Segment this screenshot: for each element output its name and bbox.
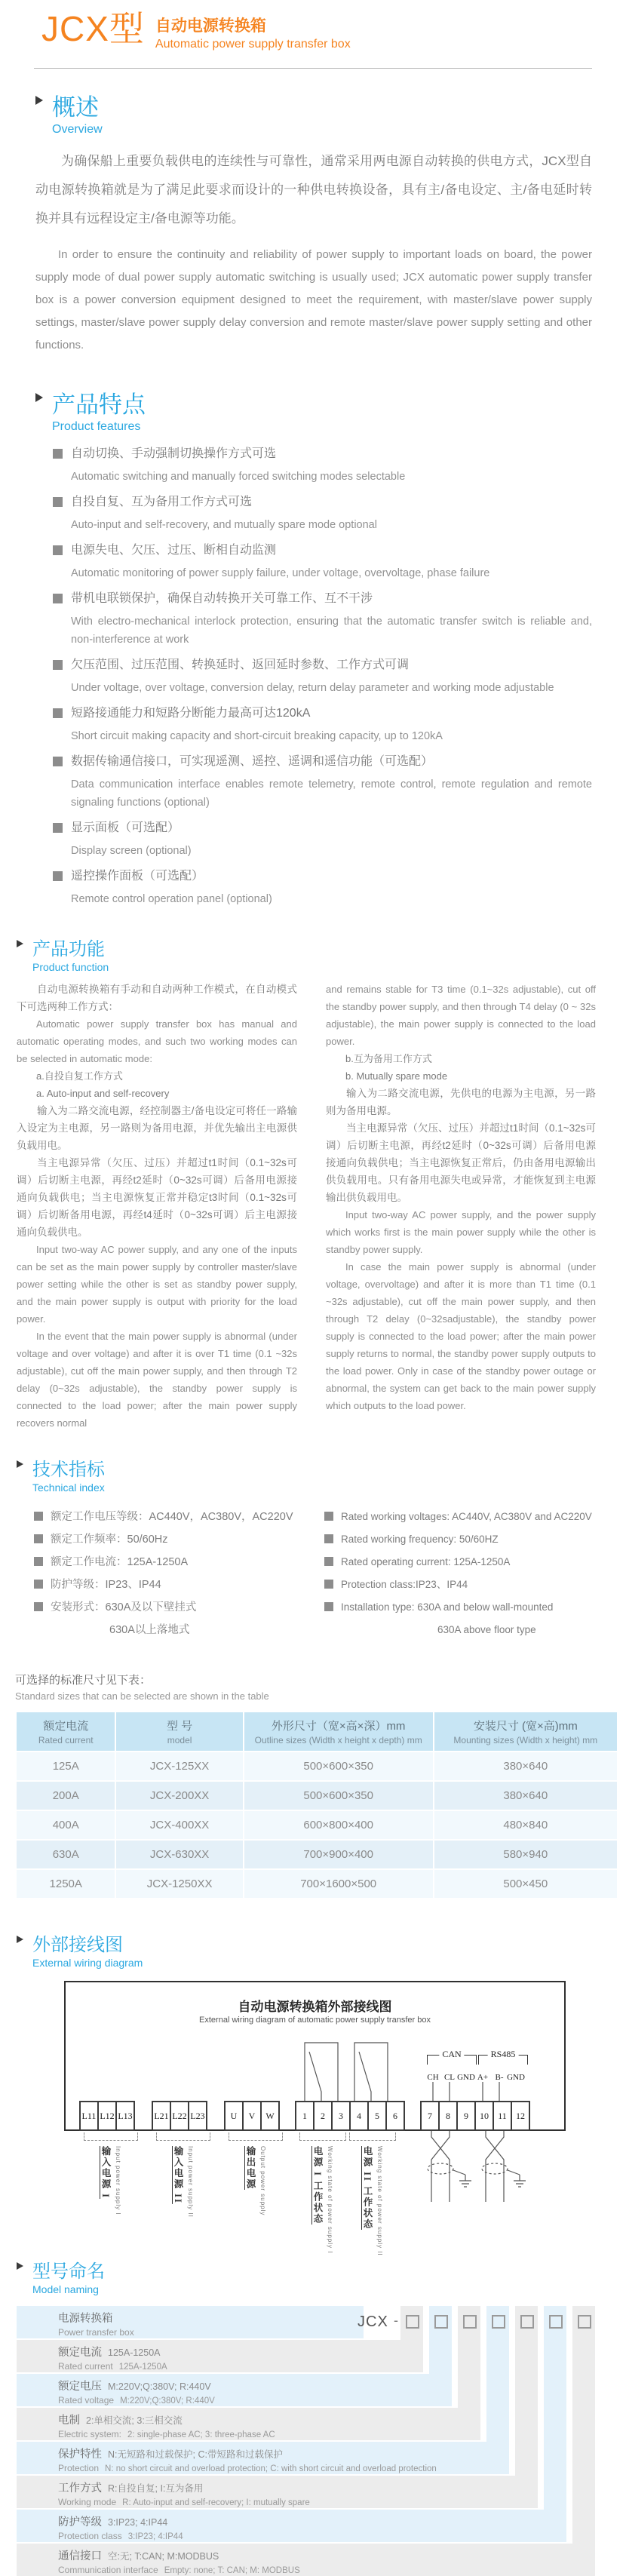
terminal-cell: W — [260, 2101, 280, 2131]
table-row — [17, 1782, 617, 1810]
rs485-bus-bracket — [478, 2049, 528, 2065]
function-paragraph: 当主电源异常（欠压、过压）并超过t1时间（0.1~32s可调）后切断主电源，再经t2延时（0~32s可调）后备用电源接通向负载供电；当主电源恢复正常后，仍由备用电源输出供负载用电。只有备用电源失电或异常，才能恢复到主电源输出供负载用电。 — [326, 1122, 596, 1203]
table-cell: JCX-200XX — [116, 1782, 242, 1810]
function-paragraph: and remains stable for T3 time (0.1~32s adjustable), cut off the standby power supply, and then through T4 delay (0 ~ 32s adjustable), the main power supply is connected to the load power. — [326, 984, 596, 1047]
table-cell: 600×800×400 — [244, 1811, 433, 1839]
function-paragraph: 输入为二路交流电源，经控制器主/备电设定可将任一路输入设定为主电源，另一路则为备用电源，并优先输出主电源供负载用电。 — [17, 1105, 297, 1151]
feature-item-en: Short circuit making capacity and short-circuit breaking capacity, up to 120kA — [71, 730, 443, 742]
ladder-value-en: M:220V;Q:380V; R:440V — [120, 2396, 215, 2406]
ladder-value-en: 3:IP23; 4:IP44 — [127, 2532, 183, 2541]
group-label-input1 — [99, 2146, 121, 2215]
can-bus-label: CAN — [439, 2049, 464, 2060]
terminal-cell: 6 — [385, 2101, 405, 2131]
terminal-group-input1 — [81, 2101, 135, 2131]
ladder-label-en: Electric system: — [58, 2429, 122, 2439]
group-label-en: Working state of power supply I — [327, 2146, 333, 2254]
wiring-diagram-box — [64, 1981, 566, 2131]
ladder-label-cn: 防护等级 — [58, 2516, 102, 2528]
ladder-value-cn: 2:单相交流; 3:三相交流 — [86, 2415, 183, 2426]
feature-item-en: Under voltage, over voltage, conversion delay, return delay parameter and working mode adjustable — [71, 682, 554, 694]
ladder-value-en: Empty: none; T: CAN; M: MODBUS — [164, 2566, 300, 2575]
product-title-en: Automatic power supply transfer box — [155, 38, 351, 51]
sizes-intro-en: Standard sizes that can be selected are shown in the table — [15, 1690, 269, 1702]
ladder-row — [17, 2510, 566, 2542]
table-cell: 1250A — [17, 1870, 115, 1898]
features-title-cn: 产品特点 — [52, 391, 146, 418]
table-cell: 500×600×350 — [244, 1782, 433, 1810]
features-heading-text — [52, 385, 146, 434]
tech-column-left — [17, 1503, 305, 1638]
ladder-row — [17, 2340, 423, 2372]
feature-item-cn: 显示面板（可选配） — [53, 818, 592, 837]
function-paragraph: Input two-way AC power supply, and the power supply which works first is the main power supply while the other is standby power supply. — [326, 1209, 596, 1255]
terminal-cell: V — [242, 2101, 262, 2131]
feature-item-cn: 带机电联锁保护，确保自动转换开关可靠工作、互不干涉 — [53, 589, 592, 608]
table-cell: JCX-630XX — [116, 1841, 242, 1868]
triangle-marker-icon — [17, 940, 23, 947]
terminal-cell: 4 — [349, 2101, 369, 2131]
tech-columns — [17, 1503, 596, 1638]
table-row — [17, 1752, 617, 1780]
column-header — [434, 1712, 617, 1751]
feature-item-en: Data communication interface enables remote telemetry, remote control, remote regulation and remote signaling functions (optional) — [71, 778, 592, 809]
product-title-block — [155, 11, 351, 51]
ladder-label-en: Protection class — [58, 2531, 122, 2541]
comm-pin-label: GND — [457, 2073, 475, 2082]
table-cell: 630A — [17, 1841, 115, 1868]
ladder-label-cn: 额定电流 — [58, 2347, 102, 2359]
ladder-value-cn: 125A-1250A — [108, 2347, 161, 2358]
ladder-row — [17, 2374, 452, 2406]
table-cell: 200A — [17, 1782, 115, 1810]
function-heading — [17, 934, 596, 973]
section-features — [35, 385, 592, 908]
tech-spec: 630A以上落地式 — [109, 1624, 190, 1636]
naming-heading — [17, 2256, 611, 2295]
group-label-input2 — [171, 2146, 194, 2218]
terminal-cell: 8 — [438, 2101, 458, 2131]
terminal-cell: 10 — [474, 2101, 494, 2131]
group-label-en: Output power supply — [259, 2146, 266, 2216]
function-column-right — [326, 981, 596, 1432]
function-paragraph: In the event that the main power supply is abnormal (under voltage and over voltage) and after it is over T1 time (0.1 ~32s adjustable), cut off the main power supply, and then through T2 delay (0~32s adjustable), the standby power supply is connected to the load power; after the main power supply recovers normal — [17, 1331, 297, 1429]
terminal-cell: L11 — [79, 2101, 99, 2131]
function-paragraph: b. Mutually spare mode — [345, 1070, 448, 1082]
table-cell: 700×900×400 — [244, 1841, 433, 1868]
terminal-cell: U — [224, 2101, 244, 2131]
rs485-bus-label: RS485 — [488, 2049, 519, 2060]
section-naming — [17, 2256, 611, 2576]
terminal-cell: 11 — [493, 2101, 512, 2131]
ladder-value-en: R: Auto-input and self-recovery; I: mutually spare — [122, 2498, 310, 2507]
wiring-title-en: External wiring diagram — [32, 1957, 143, 1969]
feature-item-en: With electro-mechanical interlock protection, ensuring that the automatic transfer switch is reliable and, non-interference at work — [71, 616, 592, 646]
ladder-row — [17, 2408, 480, 2440]
group-label-en: Input power supply II — [187, 2146, 194, 2218]
feature-list — [35, 444, 592, 908]
ladder-value-cn: 3:IP23; 4:IP44 — [108, 2517, 168, 2528]
feature-item-en: Display screen (optional) — [71, 845, 192, 857]
group-bracket — [299, 2132, 346, 2141]
feature-item-cn: 欠压范围、过压范围、转换延时、返回延时参数、工作方式可调 — [53, 656, 592, 674]
ladder-label-en: Rated voltage — [58, 2395, 115, 2406]
column-header — [244, 1712, 433, 1751]
product-title-cn: 自动电源转换箱 — [155, 17, 266, 35]
group-label-status1 — [311, 2146, 333, 2253]
model-code-box — [549, 2315, 563, 2329]
feature-item-cn: 电源失电、欠压、过压、断相自动监测 — [53, 541, 592, 560]
section-overview — [35, 88, 592, 357]
diagram-title-en: External wiring diagram of automatic power supply transfer box — [199, 2016, 431, 2025]
column-header-en: Mounting sizes (Width x height) mm — [453, 1735, 598, 1745]
function-paragraph: 当主电源异常（欠压、过压）并超过t1时间（0.1~32s可调）后切断主电源，再经t2延时（0~32s可调）后备用电源接通向负载供电；当主电源恢复正常并稳定t3时间（0.1~32s可调）后切断备用电源，再经t4延时（0~32s可调）后主电源接通向负载供电。 — [17, 1157, 297, 1238]
terminal-group-output — [226, 2101, 280, 2131]
wiring-diagram — [64, 1981, 569, 2256]
function-title-cn: 产品功能 — [32, 939, 105, 959]
column-header-cn: 安装尺寸 (宽×高)mm — [473, 1720, 578, 1733]
function-title-en: Product function — [32, 961, 109, 973]
table-cell: 125A — [17, 1752, 115, 1780]
ladder-value-cn: R:自投自复; I:互为备用 — [108, 2483, 204, 2494]
function-paragraph: b.互为备用工作方式 — [345, 1053, 432, 1064]
group-label-cn: 输入电源 II — [173, 2146, 183, 2204]
table-cell: 500×600×350 — [244, 1752, 433, 1780]
column-header-cn: 外形尺寸（宽×高×深）mm — [271, 1720, 406, 1733]
diagram-title-cn: 自动电源转换箱外部接线图 — [238, 2000, 392, 2014]
overview-heading — [35, 88, 592, 137]
terminal-cell: 7 — [420, 2101, 440, 2131]
ladder-value-en: N: no short circuit and overload protection; C: with short circuit and overload protection — [105, 2464, 437, 2473]
triangle-marker-icon — [17, 1460, 23, 1468]
table-cell: JCX-1250XX — [116, 1870, 242, 1898]
tech-spec: 安装形式：630A及以下壁挂式 — [34, 1599, 305, 1616]
table-cell: 400A — [17, 1811, 115, 1839]
terminal-cell: 12 — [511, 2101, 530, 2131]
triangle-marker-icon — [17, 1936, 23, 1943]
overview-title-en: Overview — [52, 123, 103, 136]
comm-pin-label: CL — [443, 2073, 456, 2082]
ladder-label-cn: 电源转换箱 — [58, 2313, 113, 2325]
model-code-box — [434, 2315, 448, 2329]
ladder-row — [17, 2476, 538, 2508]
group-label-cn: 电源 I 工作状态 — [312, 2146, 323, 2225]
wiring-heading-text — [32, 1930, 143, 1969]
ladder-row — [17, 2442, 509, 2474]
section-sizes — [15, 1672, 618, 1899]
terminal-group-input2 — [153, 2101, 207, 2131]
ladder-label-en: Protection — [58, 2463, 100, 2473]
tech-spec: 额定工作频率：50/60Hz — [34, 1531, 305, 1548]
features-heading — [35, 385, 592, 434]
ladder-label-cn: 额定电压 — [58, 2381, 102, 2393]
group-label-cn: 输出电源 — [245, 2146, 256, 2190]
sizes-table-header-row — [17, 1712, 617, 1751]
model-code-box — [492, 2315, 505, 2329]
tech-spec: Rated operating current: 125A-1250A — [324, 1554, 596, 1570]
function-paragraph: 输入为二路交流电源，先供电的电源为主电源，另一路则为备用电源。 — [326, 1088, 596, 1116]
terminal-cell: L21 — [152, 2101, 171, 2131]
wiring-heading — [17, 1930, 596, 1969]
model-dash: - — [394, 2313, 398, 2328]
ladder-label-cn: 电制 — [58, 2415, 80, 2427]
column-header-cn: 型 号 — [167, 1720, 193, 1733]
tech-title-cn: 技术指标 — [32, 1460, 105, 1480]
group-bracket — [349, 2132, 396, 2141]
tech-spec: Installation type: 630A and below wall-mounted — [324, 1599, 596, 1616]
terminal-cell: 1 — [295, 2101, 315, 2131]
column-header-en: Rated current — [38, 1735, 94, 1745]
tech-spec: Protection class:IP23、IP44 — [324, 1577, 596, 1593]
table-cell: 700×1600×500 — [244, 1870, 433, 1898]
model-code-box — [578, 2315, 591, 2329]
features-title-en: Product features — [52, 420, 141, 433]
group-label-cn: 输入电源 I — [100, 2146, 111, 2199]
ladder-row — [17, 2544, 595, 2576]
function-paragraph: a.自投自复工作方式 — [36, 1070, 123, 1082]
header-divider — [34, 68, 592, 69]
table-row — [17, 1870, 617, 1898]
feature-item-cn: 自动切换、手动强制切换操作方式可选 — [53, 444, 592, 463]
ladder-label-cn: 保护特性 — [58, 2449, 102, 2461]
terminal-group-comm — [422, 2101, 530, 2131]
ladder-value-en: 2: single-phase AC; 3: three-phase AC — [127, 2430, 275, 2439]
group-label-en: Working state of power supply II — [376, 2146, 383, 2256]
section-function — [17, 934, 596, 1432]
ladder-label-en: Power transfer box — [58, 2327, 134, 2338]
feature-item-en: Automatic switching and manually forced switching modes selectable — [71, 471, 406, 483]
feature-item-en: Auto-input and self-recovery, and mutually spare mode optional — [71, 519, 377, 531]
table-cell: 580×940 — [434, 1841, 617, 1868]
feature-item-cn: 遥控操作面板（可选配） — [53, 867, 592, 886]
ladder-value-en: 125A-1250A — [118, 2363, 167, 2372]
feature-item-cn: 数据传输通信接口，可实现遥测、遥控、遥调和遥信功能（可选配） — [53, 752, 592, 771]
ladder-value-cn: N:无短路和过载保护; C:带短路和过载保护 — [108, 2449, 283, 2460]
ladder-value-cn: 空:无; T:CAN; M:MODBUS — [108, 2551, 219, 2562]
function-paragraph: a. Auto-input and self-recovery — [36, 1088, 170, 1099]
terminal-cell: L23 — [188, 2101, 207, 2131]
overview-heading-text — [52, 88, 103, 137]
terminal-cell: 2 — [313, 2101, 333, 2131]
ladder-label-en: Rated current — [58, 2361, 113, 2372]
function-paragraph: 自动电源转换箱有手动和自动两种工作模式，在自动模式下可选两种工作方式： — [17, 984, 297, 1012]
function-column-left — [17, 981, 297, 1432]
group-label-status2 — [361, 2146, 383, 2256]
sizes-intro-cn: 可选择的标准尺寸见下表： — [15, 1674, 152, 1687]
feature-item-en: Remote control operation panel (optional) — [71, 893, 272, 905]
function-heading-text — [32, 934, 109, 973]
ladder-label-en: Working mode — [58, 2497, 117, 2507]
group-bracket — [84, 2132, 138, 2141]
group-label-en: Input power supply I — [115, 2146, 121, 2215]
terminal-cell: 9 — [456, 2101, 476, 2131]
group-bracket — [229, 2132, 283, 2141]
comm-pin-label: A+ — [477, 2073, 489, 2082]
tech-spec: 额定工作电压等级：AC440V，AC380V，AC220V — [34, 1509, 305, 1525]
terminal-cell: L13 — [115, 2101, 135, 2131]
table-cell: 480×840 — [434, 1811, 617, 1839]
model-code-box — [406, 2315, 419, 2329]
tech-column-right — [324, 1503, 596, 1638]
comm-pin-label: GND — [507, 2073, 525, 2082]
group-label-cn: 电源 II 工作状态 — [362, 2146, 373, 2230]
tech-heading — [17, 1454, 596, 1494]
sizes-table — [15, 1711, 618, 1899]
terminal-group-status — [296, 2101, 405, 2131]
tech-spec: Rated working voltages: AC440V, AC380V and AC220V — [324, 1509, 596, 1525]
table-cell: 380×640 — [434, 1782, 617, 1810]
terminal-cell: 5 — [367, 2101, 387, 2131]
overview-title-cn: 概述 — [52, 94, 99, 121]
table-cell: 500×450 — [434, 1870, 617, 1898]
feature-item-en: Automatic monitoring of power supply failure, under voltage, overvoltage, phase failure — [71, 567, 490, 579]
ladder-label-cn: 工作方式 — [58, 2482, 102, 2495]
overview-paragraph-en: In order to ensure the continuity and reliability of power supply to important loads on board, the power supply mode of dual power supply automatic switching is usually used; JCX automatic power supply transfer box is a power conversion equipment designed to meet the requirement, with master/slave power supply settings, master/slave power supply delay conversion and remote master/slave power supply setting and other functions. — [35, 248, 592, 352]
triangle-marker-icon — [35, 96, 43, 105]
naming-heading-text — [32, 2256, 105, 2295]
overview-paragraph-cn: 为确保船上重要负载供电的连续性与可靠性，通常采用两电源自动转换的供电方式，JCX型自动电源转换箱就是为了满足此要求而设计的一种供电转换设备，具有主/备电设定、主/备电延时转换并具有远程设定主/备电源等功能。 — [35, 154, 592, 226]
tech-spec: 防护等级：IP23、IP44 — [34, 1577, 305, 1593]
tech-spec: 630A above floor type — [437, 1624, 536, 1635]
table-cell: JCX-400XX — [116, 1811, 242, 1839]
model-code-box — [520, 2315, 534, 2329]
section-wiring — [17, 1930, 596, 2256]
column-header-en: model — [167, 1735, 192, 1745]
function-paragraph: Automatic power supply transfer box has manual and automatic operating modes, and such two working modes can be selected in automatic mode: — [17, 1018, 297, 1064]
tech-title-en: Technical index — [32, 1481, 105, 1494]
column-header — [116, 1712, 242, 1751]
product-model: JCX型 — [41, 9, 145, 48]
group-label-output — [244, 2146, 266, 2215]
tech-heading-text — [32, 1454, 105, 1494]
comm-pin-label: CH — [427, 2073, 439, 2082]
ladder-row — [17, 2306, 364, 2338]
table-cell: JCX-125XX — [116, 1752, 242, 1780]
ladder-label-en: Communication interface — [58, 2565, 158, 2575]
feature-item-cn: 自投自复、互为备用工作方式可选 — [53, 493, 592, 511]
table-row — [17, 1841, 617, 1868]
tech-spec: 额定工作电流：125A-1250A — [34, 1554, 305, 1570]
feature-item-cn: 短路接通能力和短路分断能力最高可达120kA — [53, 704, 592, 723]
model-prefix: JCX — [357, 2313, 388, 2330]
triangle-marker-icon — [35, 393, 43, 402]
naming-title-en: Model naming — [32, 2283, 99, 2295]
terminal-cell: 3 — [331, 2101, 351, 2131]
model-naming-ladder — [17, 2306, 611, 2576]
model-code-box — [463, 2315, 477, 2329]
ladder-stripe — [544, 2306, 566, 2510]
function-paragraph: In case the main power supply is abnormal (under voltage, overvoltage) and after it is more than T1 time (0.1 ~32s adjustable), cut off the main power supply, and then through T2 delay (0~32sadjustable), the standby power supply is connected to the load power; after the main power supply returns to normal, the standby power supply outputs to the load power. Only in case of the standby power outage or abnormal, the system can get back to the main power supply which outputs to the load power. — [326, 1261, 596, 1411]
terminal-cell: L12 — [97, 2101, 117, 2131]
ladder-stripe — [515, 2306, 538, 2476]
comm-pin-label: B- — [495, 2073, 504, 2082]
ladder-label-cn: 通信接口 — [58, 2550, 102, 2562]
group-bracket — [156, 2132, 210, 2141]
page-header — [0, 0, 626, 51]
table-row — [17, 1811, 617, 1839]
section-tech — [17, 1454, 596, 1638]
can-bus-bracket — [427, 2049, 477, 2065]
table-cell: 380×640 — [434, 1752, 617, 1780]
tech-spec: Rated working frequency: 50/60HZ — [324, 1531, 596, 1548]
function-paragraph: Input two-way AC power supply, and any one of the inputs can be set as the main power supply by controller master/slave power setting while the other is set as standby power supply, and the main power supply is output with priority for the load power. — [17, 1244, 297, 1325]
naming-title-cn: 型号命名 — [32, 2261, 105, 2282]
column-header — [17, 1712, 115, 1751]
triangle-marker-icon — [17, 2262, 23, 2270]
column-header-cn: 额定电流 — [43, 1720, 89, 1733]
ladder-stripe — [572, 2306, 595, 2544]
column-header-en: Outline sizes (Width x height x depth) mm — [254, 1735, 422, 1745]
terminal-cell: L22 — [170, 2101, 189, 2131]
wiring-title-cn: 外部接线图 — [32, 1935, 123, 1955]
function-columns — [17, 981, 596, 1432]
ladder-value-cn: M:220V;Q:380V; R:440V — [108, 2381, 211, 2392]
